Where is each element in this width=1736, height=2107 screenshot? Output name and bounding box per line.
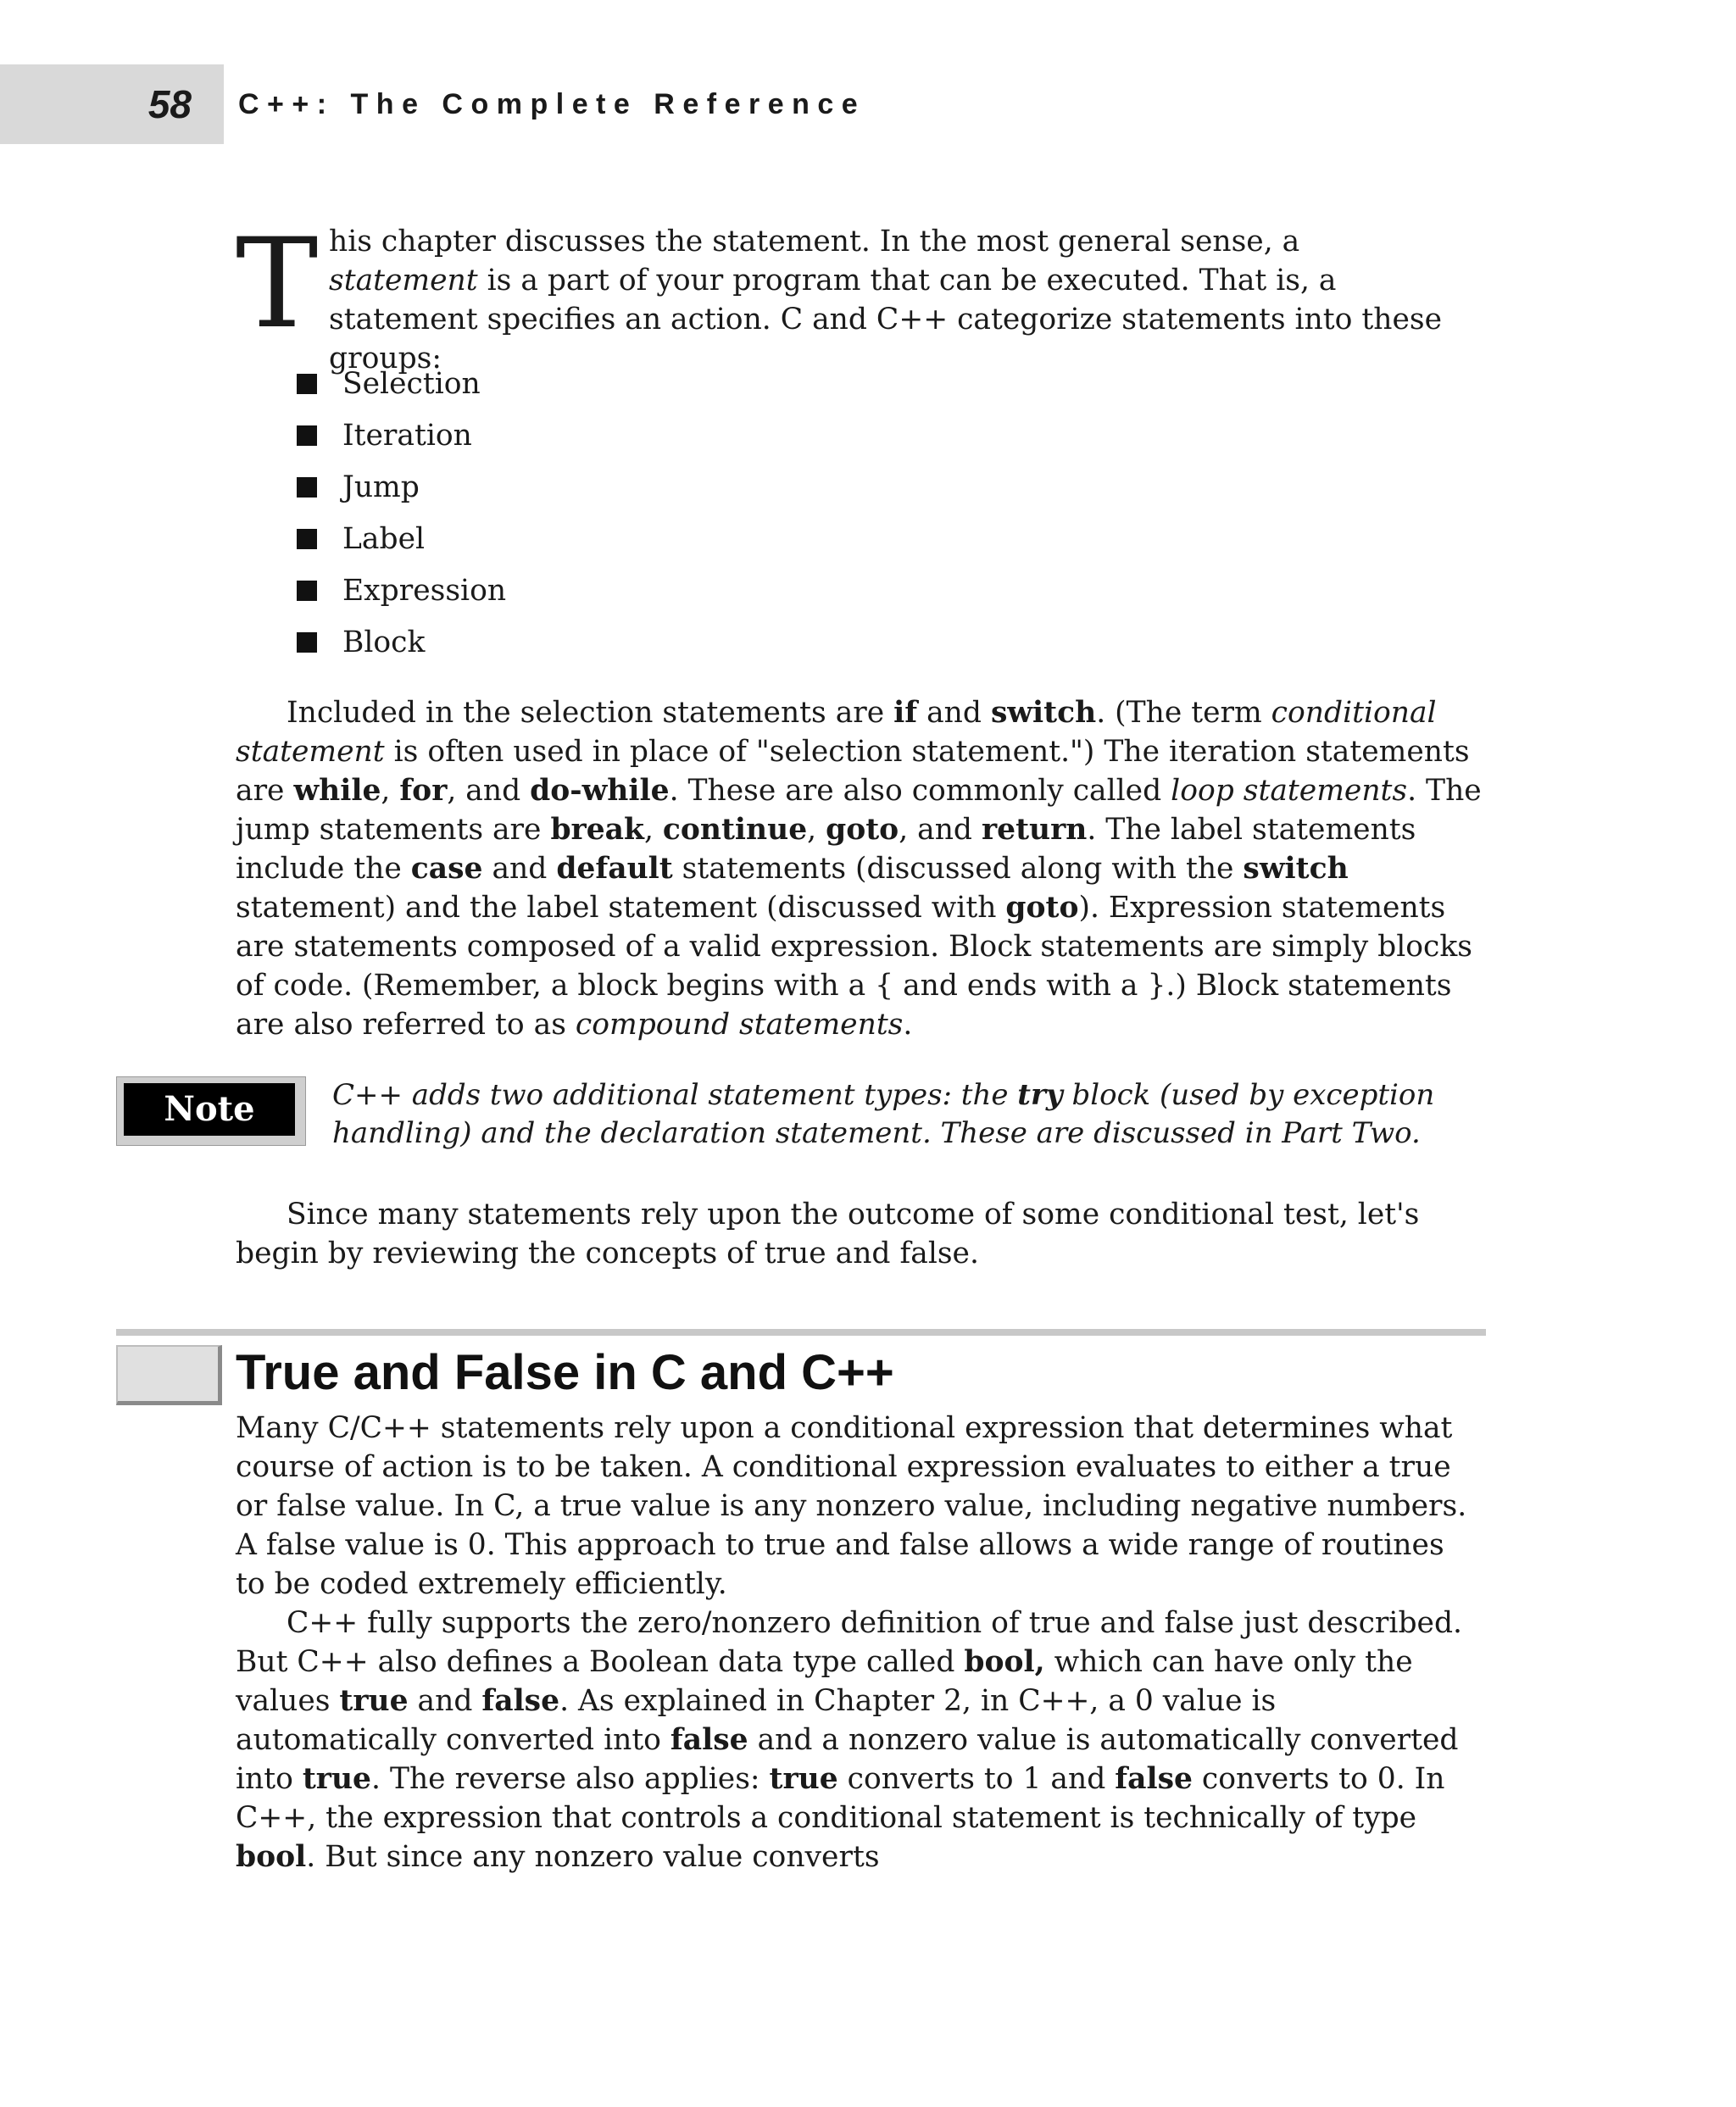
bullet-square-icon xyxy=(297,477,317,498)
selection-paragraph: Included in the selection statements are if and switch. (The term conditional statement is often used in place of "selection statement.") The iteration statements are while, for, and do-while. These are also commonly called loop statements. The jump statements are break, continue, goto, and return. The label statements include the case and default statements (discussed along with the switch statement) and the label statement (discussed with goto). Expression statements are statements composed of a valid expression. Block statements are simply blocks of code. (Remember, a block begins with a { and ends with a }.) Block statements are also referred to as compound statements. xyxy=(236,696,1482,1042)
true-false-paragraph-2: C++ fully supports the zero/nonzero definition of true and false just described. But C++ also defines a Boolean data type called bool, which can have only the values true and false. As explained in Chapter 2, in C++, a 0 value is automatically converted into false and a nonzero value is automatically converted into true. The reverse also applies: true converts to 1 and false converts to 0. In C++, the expression that controls a conditional statement is technically of type bool. But since any nonzero value converts xyxy=(236,1606,1463,1874)
note-text: C++ adds two additional statement types: the try block (used by exception handling) and the declaration statement. These are discussed in Part Two. xyxy=(332,1078,1435,1150)
term-statement: statement xyxy=(329,264,478,297)
list-item: Selection xyxy=(297,364,506,416)
bullet-square-icon xyxy=(297,581,317,601)
transition-paragraph: Since many statements rely upon the outcome of some conditional test, let's begin by reviewing the concepts of true and false. xyxy=(236,1198,1420,1270)
bullet-square-icon xyxy=(297,425,317,446)
intro-paragraph: his chapter discusses the statement. In the most general sense, a statement is a part of your program that can be executed. That is, a statement specifies an action. C and C++ categorize statements into these groups: xyxy=(329,225,1443,375)
list-item: Iteration xyxy=(297,416,506,468)
section-heading-box xyxy=(116,1345,222,1405)
drop-cap: T xyxy=(236,212,319,356)
page-number: 58 xyxy=(147,82,192,126)
bullet-square-icon xyxy=(297,632,317,653)
list-item: Block xyxy=(297,623,506,675)
list-item: Label xyxy=(297,520,506,571)
running-title: C++: The Complete Reference xyxy=(238,88,866,120)
list-item: Jump xyxy=(297,468,506,520)
section-title: True and False in C and C++ xyxy=(236,1345,894,1400)
list-item: Expression xyxy=(297,571,506,623)
bullet-square-icon xyxy=(297,529,317,549)
note-badge: Note xyxy=(124,1083,295,1136)
section-rule xyxy=(116,1329,1486,1336)
true-false-section-body xyxy=(236,1409,1482,1876)
statement-groups-list xyxy=(297,364,506,675)
true-false-paragraph-1: Many C/C++ statements rely upon a conditional expression that determines what course of action is to be taken. A conditional expression evaluates to either a true or false value. In C, a true value is any nonzero value, including negative numbers. A false value is 0. This approach to true and false allows a wide range of routines to be coded extremely efficiently. xyxy=(236,1411,1467,1601)
bullet-square-icon xyxy=(297,374,317,394)
